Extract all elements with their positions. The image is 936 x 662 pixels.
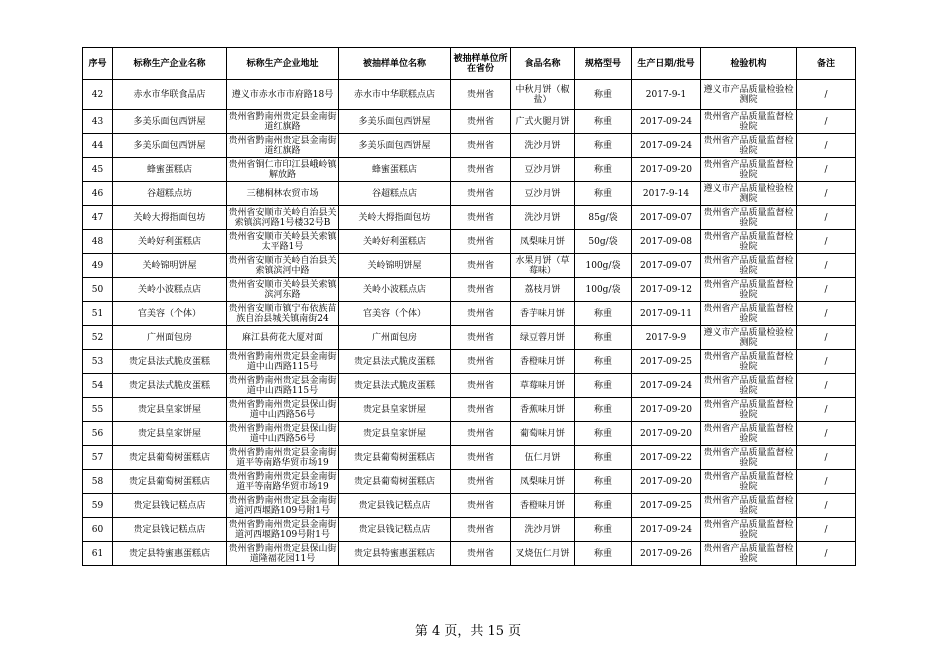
table-cell: 贵州省铜仁市印江县峨岭镇解放路 [228, 159, 337, 180]
table-cell: 贵州省产品质量监督检验院 [701, 302, 797, 326]
table-cell: 贵定县皇家饼屋 [339, 398, 451, 422]
inspection-table [82, 47, 856, 566]
header-cell: 被抽样单位名称 [339, 48, 451, 80]
header-cell: 备注 [797, 48, 856, 80]
table-cell: 2017-9-14 [632, 182, 701, 206]
header-cell: 检验机构 [701, 48, 797, 80]
table-row [83, 80, 856, 110]
table-cell: 贵州省安顺市镇宁布依族苗族自治县城关镇南街24 [228, 303, 337, 324]
table-cell: / [797, 446, 856, 470]
table-cell: 2017-09-24 [632, 134, 701, 158]
table-cell: 贵州省 [451, 542, 511, 566]
table-cell: 贵州省产品质量监督检验院 [701, 134, 797, 158]
table-cell: 广式火腿月饼 [511, 110, 575, 134]
table-cell: 贵州省黔南州贵定县金南街道平等南路华贸市场19 [228, 471, 337, 492]
table-cell: 贵州省黔南州贵定县金南街道中山西路115号 [228, 351, 337, 372]
table-cell: 45 [83, 158, 113, 182]
table-cell: 贵州省 [451, 182, 511, 206]
table-cell: 伍仁月饼 [511, 446, 575, 470]
table-cell: 58 [83, 470, 113, 494]
table-cell: 2017-09-24 [632, 110, 701, 134]
table-cell: 贵州省产品质量监督检验院 [701, 278, 797, 302]
table-cell: 贵州省 [451, 80, 511, 110]
table-cell: 凤梨味月饼 [511, 470, 575, 494]
table-cell: 贵州省产品质量监督检验院 [701, 230, 797, 254]
table-cell: / [797, 422, 856, 446]
table-cell: 51 [83, 302, 113, 326]
table-cell: 贵州省 [451, 254, 511, 278]
table-cell: 称重 [575, 80, 632, 110]
table-cell: 香芋味月饼 [511, 302, 575, 326]
table-cell: 贵州省安顺市关岭自治县关索镇滨河路1号楼32号B [228, 207, 337, 228]
table-cell: 47 [83, 206, 113, 230]
table-cell: 水果月饼（草莓味） [511, 254, 575, 278]
table-cell: 2017-09-20 [632, 158, 701, 182]
table-cell: 2017-09-08 [632, 230, 701, 254]
table-row [83, 158, 856, 182]
table-cell: 贵州省黔南州贵定县金南街道红旗路 [228, 135, 337, 156]
table-cell: 2017-09-25 [632, 494, 701, 518]
table-cell: 贵州省黔南州贵定县金南街道河西堰路109号附1号 [228, 519, 337, 540]
table-cell: 关岭锦明饼屋 [339, 254, 451, 278]
table-cell: 贵州省产品质量监督检验院 [701, 254, 797, 278]
table-cell: 100g/袋 [575, 278, 632, 302]
table-cell: 2017-9-9 [632, 326, 701, 350]
table-cell: 贵定县钱记糕点店 [113, 494, 227, 518]
table-cell: / [797, 134, 856, 158]
table-cell: 2017-09-22 [632, 446, 701, 470]
table-cell: 称重 [575, 494, 632, 518]
table-cell: 关岭好利蛋糕店 [339, 230, 451, 254]
table-cell: 贵州省 [451, 494, 511, 518]
table-row [83, 518, 856, 542]
table-cell: 贵州省 [451, 134, 511, 158]
table-cell: 贵州省 [451, 206, 511, 230]
table-cell: 遵义市产品质量检验检测院 [701, 182, 797, 206]
table-row [83, 134, 856, 158]
table-cell: 谷超糕点店 [339, 182, 451, 206]
table-cell: 44 [83, 134, 113, 158]
table-cell: 2017-9-1 [632, 80, 701, 110]
header-cell: 序号 [83, 48, 113, 80]
table-cell: 多美乐面包西饼屋 [113, 134, 227, 158]
table-row [83, 182, 856, 206]
table-cell: 2017-09-20 [632, 470, 701, 494]
table-cell: 多美乐面包西饼屋 [339, 110, 451, 134]
header-cell: 食品名称 [511, 48, 575, 80]
table-cell: 三穗桐林农贸市场 [227, 182, 339, 206]
table-cell: / [797, 326, 856, 350]
table-cell: / [797, 206, 856, 230]
table-row [83, 542, 856, 566]
table-cell: / [797, 230, 856, 254]
table-row [83, 494, 856, 518]
table-cell: 贵定县葡萄树蛋糕店 [339, 470, 451, 494]
table-cell: / [797, 80, 856, 110]
table-cell: 贵州省安顺市关岭自治县关索镇滨河中路 [228, 255, 337, 276]
table-cell: 52 [83, 326, 113, 350]
table-cell: 关岭小波糕点店 [113, 278, 227, 302]
table-cell: 草莓味月饼 [511, 374, 575, 398]
table-cell: / [797, 374, 856, 398]
table-cell: 豆沙月饼 [511, 158, 575, 182]
table-cell: 贵州省 [451, 518, 511, 542]
header-cell: 生产日期/批号 [632, 48, 701, 80]
table-cell: 贵州省 [451, 230, 511, 254]
table-cell: 多美乐面包西饼屋 [113, 110, 227, 134]
table-cell: 贵定县特蜜惠蛋糕店 [113, 542, 227, 566]
table-cell: 贵定县皇家饼屋 [113, 398, 227, 422]
table-cell: 贵州省产品质量监督检验院 [701, 422, 797, 446]
table-cell: / [797, 302, 856, 326]
table-cell: 称重 [575, 398, 632, 422]
table-cell: 葡萄味月饼 [511, 422, 575, 446]
table-cell: 贵州省产品质量监督检验院 [701, 494, 797, 518]
table-cell: 贵定县特蜜惠蛋糕店 [339, 542, 451, 566]
table-cell: 贵州省黔南州贵定县金南街道中山西路115号 [228, 375, 337, 396]
table-cell: 贵定县葡萄树蛋糕店 [113, 446, 227, 470]
table-cell: 46 [83, 182, 113, 206]
table-cell: 称重 [575, 110, 632, 134]
table-row [83, 446, 856, 470]
table-cell: 凤梨味月饼 [511, 230, 575, 254]
table-cell: 2017-09-24 [632, 374, 701, 398]
table-cell: 贵州省安顺市关岭县关索镇太平路1号 [228, 231, 337, 252]
table-cell: 广州面包房 [339, 326, 451, 350]
table-cell: 官美容（个体） [113, 302, 227, 326]
table-cell: 贵州省产品质量监督检验院 [701, 110, 797, 134]
table-cell: 贵定县钱记糕点店 [113, 518, 227, 542]
table-cell: / [797, 110, 856, 134]
table-cell: 称重 [575, 518, 632, 542]
table-cell: 贵州省产品质量监督检验院 [701, 206, 797, 230]
table-cell: 洗沙月饼 [511, 518, 575, 542]
table-cell: 称重 [575, 470, 632, 494]
table-cell: 贵州省 [451, 326, 511, 350]
table-cell: 100g/袋 [575, 254, 632, 278]
header-cell: 标称生产企业名称 [113, 48, 227, 80]
table-cell: 57 [83, 446, 113, 470]
header-cell: 被抽样单位所在省份 [451, 48, 511, 80]
table-cell: 贵州省黔南州贵定县金南街道红旗路 [228, 111, 337, 132]
table-cell: 贵州省产品质量监督检验院 [701, 542, 797, 566]
table-cell: 2017-09-20 [632, 422, 701, 446]
table-cell: 贵州省 [451, 422, 511, 446]
table-cell: 2017-09-24 [632, 518, 701, 542]
table-cell: 官美容（个体） [339, 302, 451, 326]
table-cell: 贵州省 [451, 350, 511, 374]
table-cell: 多美乐面包西饼屋 [339, 134, 451, 158]
table-cell: 蜂蜜蛋糕店 [113, 158, 227, 182]
table-cell: 贵州省黔南州贵定县金南街道河西堰路109号附1号 [228, 495, 337, 516]
table-cell: 贵州省黔南州贵定县保山街道中山西路56号 [228, 423, 337, 444]
table-cell: 2017-09-11 [632, 302, 701, 326]
table-cell: 中秋月饼（椒盐） [511, 80, 575, 110]
table-cell: 贵州省产品质量监督检验院 [701, 446, 797, 470]
table-cell: 称重 [575, 422, 632, 446]
table-cell: 贵定县钱记糕点店 [339, 518, 451, 542]
table-row [83, 350, 856, 374]
table-cell: 荔枝月饼 [511, 278, 575, 302]
table-cell: 2017-09-07 [632, 254, 701, 278]
table-cell: / [797, 278, 856, 302]
table-cell: 贵州省产品质量监督检验院 [701, 350, 797, 374]
table-cell: 蜂蜜蛋糕店 [339, 158, 451, 182]
table-cell: 香橙味月饼 [511, 350, 575, 374]
table-cell: 贵州省 [451, 278, 511, 302]
table-cell: 洗沙月饼 [511, 206, 575, 230]
table-cell: 49 [83, 254, 113, 278]
table-cell: 贵州省产品质量监督检验院 [701, 470, 797, 494]
table-cell: 麻江县荷花大厦对面 [227, 326, 339, 350]
table-cell: 称重 [575, 446, 632, 470]
table-cell: 谷超糕点坊 [113, 182, 227, 206]
header-cell: 规格型号 [575, 48, 632, 80]
table-cell: 2017-09-07 [632, 206, 701, 230]
table-cell: / [797, 518, 856, 542]
table-cell: 贵州省 [451, 398, 511, 422]
table-cell: 称重 [575, 374, 632, 398]
table-cell: 85g/袋 [575, 206, 632, 230]
table-cell: 2017-09-12 [632, 278, 701, 302]
table-cell: 关岭大拇指面包坊 [339, 206, 451, 230]
table-cell: 贵州省产品质量监督检验院 [701, 398, 797, 422]
table-cell: 叉烧伍仁月饼 [511, 542, 575, 566]
table-cell: 贵定县葡萄树蛋糕店 [339, 446, 451, 470]
table-cell: 50 [83, 278, 113, 302]
table-cell: 称重 [575, 182, 632, 206]
table-cell: 关岭好利蛋糕店 [113, 230, 227, 254]
table-cell: 50g/袋 [575, 230, 632, 254]
table-cell: 贵州省黔南州贵定县保山街道隆福花园11号 [228, 543, 337, 564]
table-row [83, 230, 856, 254]
table-cell: / [797, 350, 856, 374]
table-cell: / [797, 254, 856, 278]
table-row [83, 398, 856, 422]
table-cell: 2017-09-20 [632, 398, 701, 422]
table-cell: 贵州省安顺市关岭县关索镇滨河东路 [228, 279, 337, 300]
table-row [83, 374, 856, 398]
table-cell: 遵义市产品质量检验检测院 [701, 80, 797, 110]
table-cell: 贵州省产品质量监督检验院 [701, 374, 797, 398]
table-cell: 称重 [575, 350, 632, 374]
table-row [83, 110, 856, 134]
table-row [83, 422, 856, 446]
table-cell: 广州面包房 [113, 326, 227, 350]
table-cell: 贵州省 [451, 446, 511, 470]
table-cell: 43 [83, 110, 113, 134]
table-cell: 贵定县法式脆皮蛋糕 [339, 374, 451, 398]
table-cell: 香橙味月饼 [511, 494, 575, 518]
table-cell: 关岭锦明饼屋 [113, 254, 227, 278]
table-cell: 称重 [575, 542, 632, 566]
table-cell: 2017-09-26 [632, 542, 701, 566]
table-row [83, 254, 856, 278]
table-cell: 洗沙月饼 [511, 134, 575, 158]
table-cell: 60 [83, 518, 113, 542]
table-cell: 称重 [575, 158, 632, 182]
table-row [83, 278, 856, 302]
table-cell: 称重 [575, 302, 632, 326]
table-cell: 贵州省黔南州贵定县保山街道中山西路56号 [228, 399, 337, 420]
table-cell: 贵州省黔南州贵定县金南街道平等南路华贸市场19 [228, 447, 337, 468]
table-cell: 遵义市产品质量检验检测院 [701, 326, 797, 350]
table-cell: 贵定县皇家饼屋 [339, 422, 451, 446]
table-cell: 54 [83, 374, 113, 398]
table-cell: 56 [83, 422, 113, 446]
table-cell: 豆沙月饼 [511, 182, 575, 206]
table-row [83, 326, 856, 350]
table-cell: 遵义市赤水市市府路18号 [227, 80, 339, 110]
table-cell: / [797, 182, 856, 206]
page-footer: 第 4 页，共 15 页 [414, 624, 522, 639]
table-cell: 53 [83, 350, 113, 374]
table-cell: 贵州省 [451, 302, 511, 326]
table-cell: 绿豆蓉月饼 [511, 326, 575, 350]
table-cell: 贵定县法式脆皮蛋糕 [113, 374, 227, 398]
table-cell: 赤水市华联食品店 [113, 80, 227, 110]
table-cell: 关岭小波糕点店 [339, 278, 451, 302]
table-row [83, 206, 856, 230]
table-cell: / [797, 494, 856, 518]
table-cell: 48 [83, 230, 113, 254]
table-cell: 香蕉味月饼 [511, 398, 575, 422]
table-cell: 贵定县法式脆皮蛋糕 [339, 350, 451, 374]
table-row [83, 302, 856, 326]
table-cell: 59 [83, 494, 113, 518]
table-header-row [83, 48, 856, 80]
table-cell: 贵州省产品质量监督检验院 [701, 158, 797, 182]
table-cell: / [797, 542, 856, 566]
table-cell: 贵定县钱记糕点店 [339, 494, 451, 518]
table-cell: 赤水市中华联糕点店 [339, 80, 451, 110]
table-cell: 贵定县葡萄树蛋糕店 [113, 470, 227, 494]
table-cell: 42 [83, 80, 113, 110]
table-cell: 61 [83, 542, 113, 566]
table-cell: / [797, 398, 856, 422]
table-cell: 2017-09-25 [632, 350, 701, 374]
table-cell: 贵定县皇家饼屋 [113, 422, 227, 446]
header-cell: 标称生产企业地址 [227, 48, 339, 80]
table-cell: 贵州省 [451, 470, 511, 494]
table-cell: / [797, 158, 856, 182]
table-cell: 关岭大拇指面包坊 [113, 206, 227, 230]
table-cell: 55 [83, 398, 113, 422]
table-cell: 贵定县法式脆皮蛋糕 [113, 350, 227, 374]
table-cell: 贵州省 [451, 158, 511, 182]
table-row [83, 470, 856, 494]
table-cell: / [797, 470, 856, 494]
table-cell: 贵州省 [451, 110, 511, 134]
table-cell: 贵州省产品质量监督检验院 [701, 518, 797, 542]
table-cell: 称重 [575, 134, 632, 158]
table-cell: 贵州省 [451, 374, 511, 398]
table-cell: 称重 [575, 326, 632, 350]
